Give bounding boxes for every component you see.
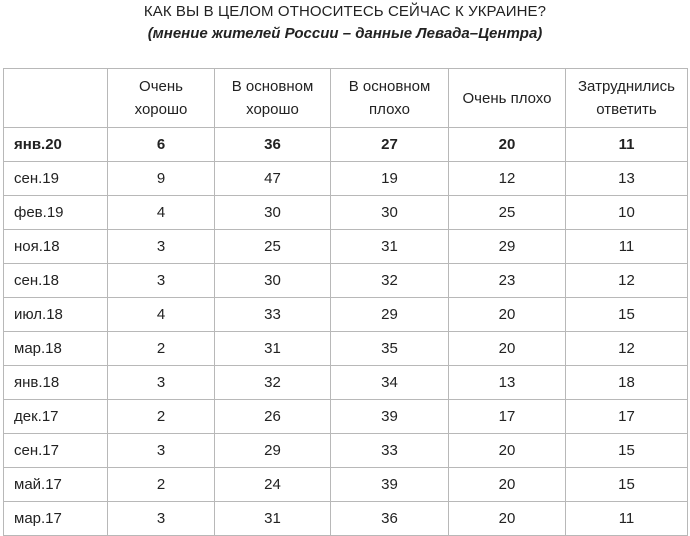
cell-date: фев.19	[4, 196, 108, 230]
cell-mostly-bad: 30	[331, 196, 449, 230]
cell-date: янв.18	[4, 366, 108, 400]
cell-very-bad: 20	[449, 434, 566, 468]
cell-hard-to-say: 12	[566, 332, 688, 366]
table-row	[4, 332, 688, 366]
cell-very-good: 2	[108, 468, 215, 502]
table-row	[4, 196, 688, 230]
cell-mostly-bad: 36	[331, 502, 449, 536]
cell-mostly-bad: 39	[331, 468, 449, 502]
cell-mostly-good: 26	[215, 400, 331, 434]
cell-very-bad: 13	[449, 366, 566, 400]
cell-mostly-bad: 39	[331, 400, 449, 434]
table-subtitle: (мнение жителей России – данные Левада–Центра)	[147, 25, 543, 42]
cell-very-good: 4	[108, 196, 215, 230]
table-row	[4, 128, 688, 162]
cell-very-bad: 20	[449, 128, 566, 162]
cell-mostly-bad: 33	[331, 434, 449, 468]
table-row	[4, 502, 688, 536]
cell-very-bad: 20	[449, 502, 566, 536]
cell-hard-to-say: 17	[566, 400, 688, 434]
cell-mostly-good: 30	[215, 264, 331, 298]
cell-date: мар.17	[4, 502, 108, 536]
header-row	[4, 69, 688, 128]
table-row	[4, 162, 688, 196]
cell-mostly-good: 36	[215, 128, 331, 162]
header-mostly-bad: В основном плохо	[331, 69, 449, 128]
cell-date: янв.20	[4, 128, 108, 162]
cell-mostly-good: 29	[215, 434, 331, 468]
cell-very-bad: 23	[449, 264, 566, 298]
cell-hard-to-say: 11	[566, 502, 688, 536]
cell-very-bad: 12	[449, 162, 566, 196]
cell-mostly-bad: 19	[331, 162, 449, 196]
table-row	[4, 468, 688, 502]
cell-mostly-bad: 32	[331, 264, 449, 298]
cell-mostly-good: 32	[215, 366, 331, 400]
cell-very-bad: 25	[449, 196, 566, 230]
cell-mostly-good: 33	[215, 298, 331, 332]
cell-very-good: 2	[108, 332, 215, 366]
cell-very-bad: 20	[449, 468, 566, 502]
cell-very-bad: 29	[449, 230, 566, 264]
cell-hard-to-say: 15	[566, 468, 688, 502]
cell-very-good: 2	[108, 400, 215, 434]
cell-mostly-bad: 35	[331, 332, 449, 366]
header-very-bad: Очень плохо	[449, 69, 566, 128]
cell-very-bad: 17	[449, 400, 566, 434]
header-very-good: Очень хорошо	[108, 69, 215, 128]
table-row	[4, 434, 688, 468]
cell-mostly-bad: 29	[331, 298, 449, 332]
cell-date: июл.18	[4, 298, 108, 332]
cell-hard-to-say: 15	[566, 434, 688, 468]
cell-very-good: 3	[108, 502, 215, 536]
cell-hard-to-say: 11	[566, 230, 688, 264]
table-body	[4, 128, 688, 536]
cell-very-good: 4	[108, 298, 215, 332]
table-row	[4, 230, 688, 264]
cell-mostly-bad: 27	[331, 128, 449, 162]
cell-very-good: 3	[108, 264, 215, 298]
cell-mostly-good: 24	[215, 468, 331, 502]
cell-date: ноя.18	[4, 230, 108, 264]
table-title: КАК ВЫ В ЦЕЛОМ ОТНОСИТЕСЬ СЕЙЧАС К УКРАИНЕ?	[143, 3, 547, 20]
cell-very-bad: 20	[449, 332, 566, 366]
cell-date: май.17	[4, 468, 108, 502]
cell-date: сен.18	[4, 264, 108, 298]
cell-date: сен.19	[4, 162, 108, 196]
cell-hard-to-say: 11	[566, 128, 688, 162]
header-date	[4, 69, 108, 128]
cell-very-good: 3	[108, 434, 215, 468]
cell-date: мар.18	[4, 332, 108, 366]
cell-very-good: 3	[108, 366, 215, 400]
cell-hard-to-say: 10	[566, 196, 688, 230]
cell-mostly-bad: 34	[331, 366, 449, 400]
cell-mostly-good: 47	[215, 162, 331, 196]
header-mostly-good: В основном хорошо	[215, 69, 331, 128]
cell-mostly-good: 31	[215, 332, 331, 366]
cell-mostly-bad: 31	[331, 230, 449, 264]
cell-hard-to-say: 18	[566, 366, 688, 400]
header-hard-to-say: Затруднились ответить	[566, 69, 688, 128]
survey-table	[3, 68, 688, 536]
cell-mostly-good: 25	[215, 230, 331, 264]
cell-very-good: 3	[108, 230, 215, 264]
cell-date: дек.17	[4, 400, 108, 434]
cell-mostly-good: 30	[215, 196, 331, 230]
cell-hard-to-say: 15	[566, 298, 688, 332]
cell-hard-to-say: 12	[566, 264, 688, 298]
cell-date: сен.17	[4, 434, 108, 468]
table-row	[4, 298, 688, 332]
table-row	[4, 264, 688, 298]
cell-very-good: 9	[108, 162, 215, 196]
table-row	[4, 400, 688, 434]
cell-very-bad: 20	[449, 298, 566, 332]
cell-very-good: 6	[108, 128, 215, 162]
cell-hard-to-say: 13	[566, 162, 688, 196]
table-row	[4, 366, 688, 400]
cell-mostly-good: 31	[215, 502, 331, 536]
